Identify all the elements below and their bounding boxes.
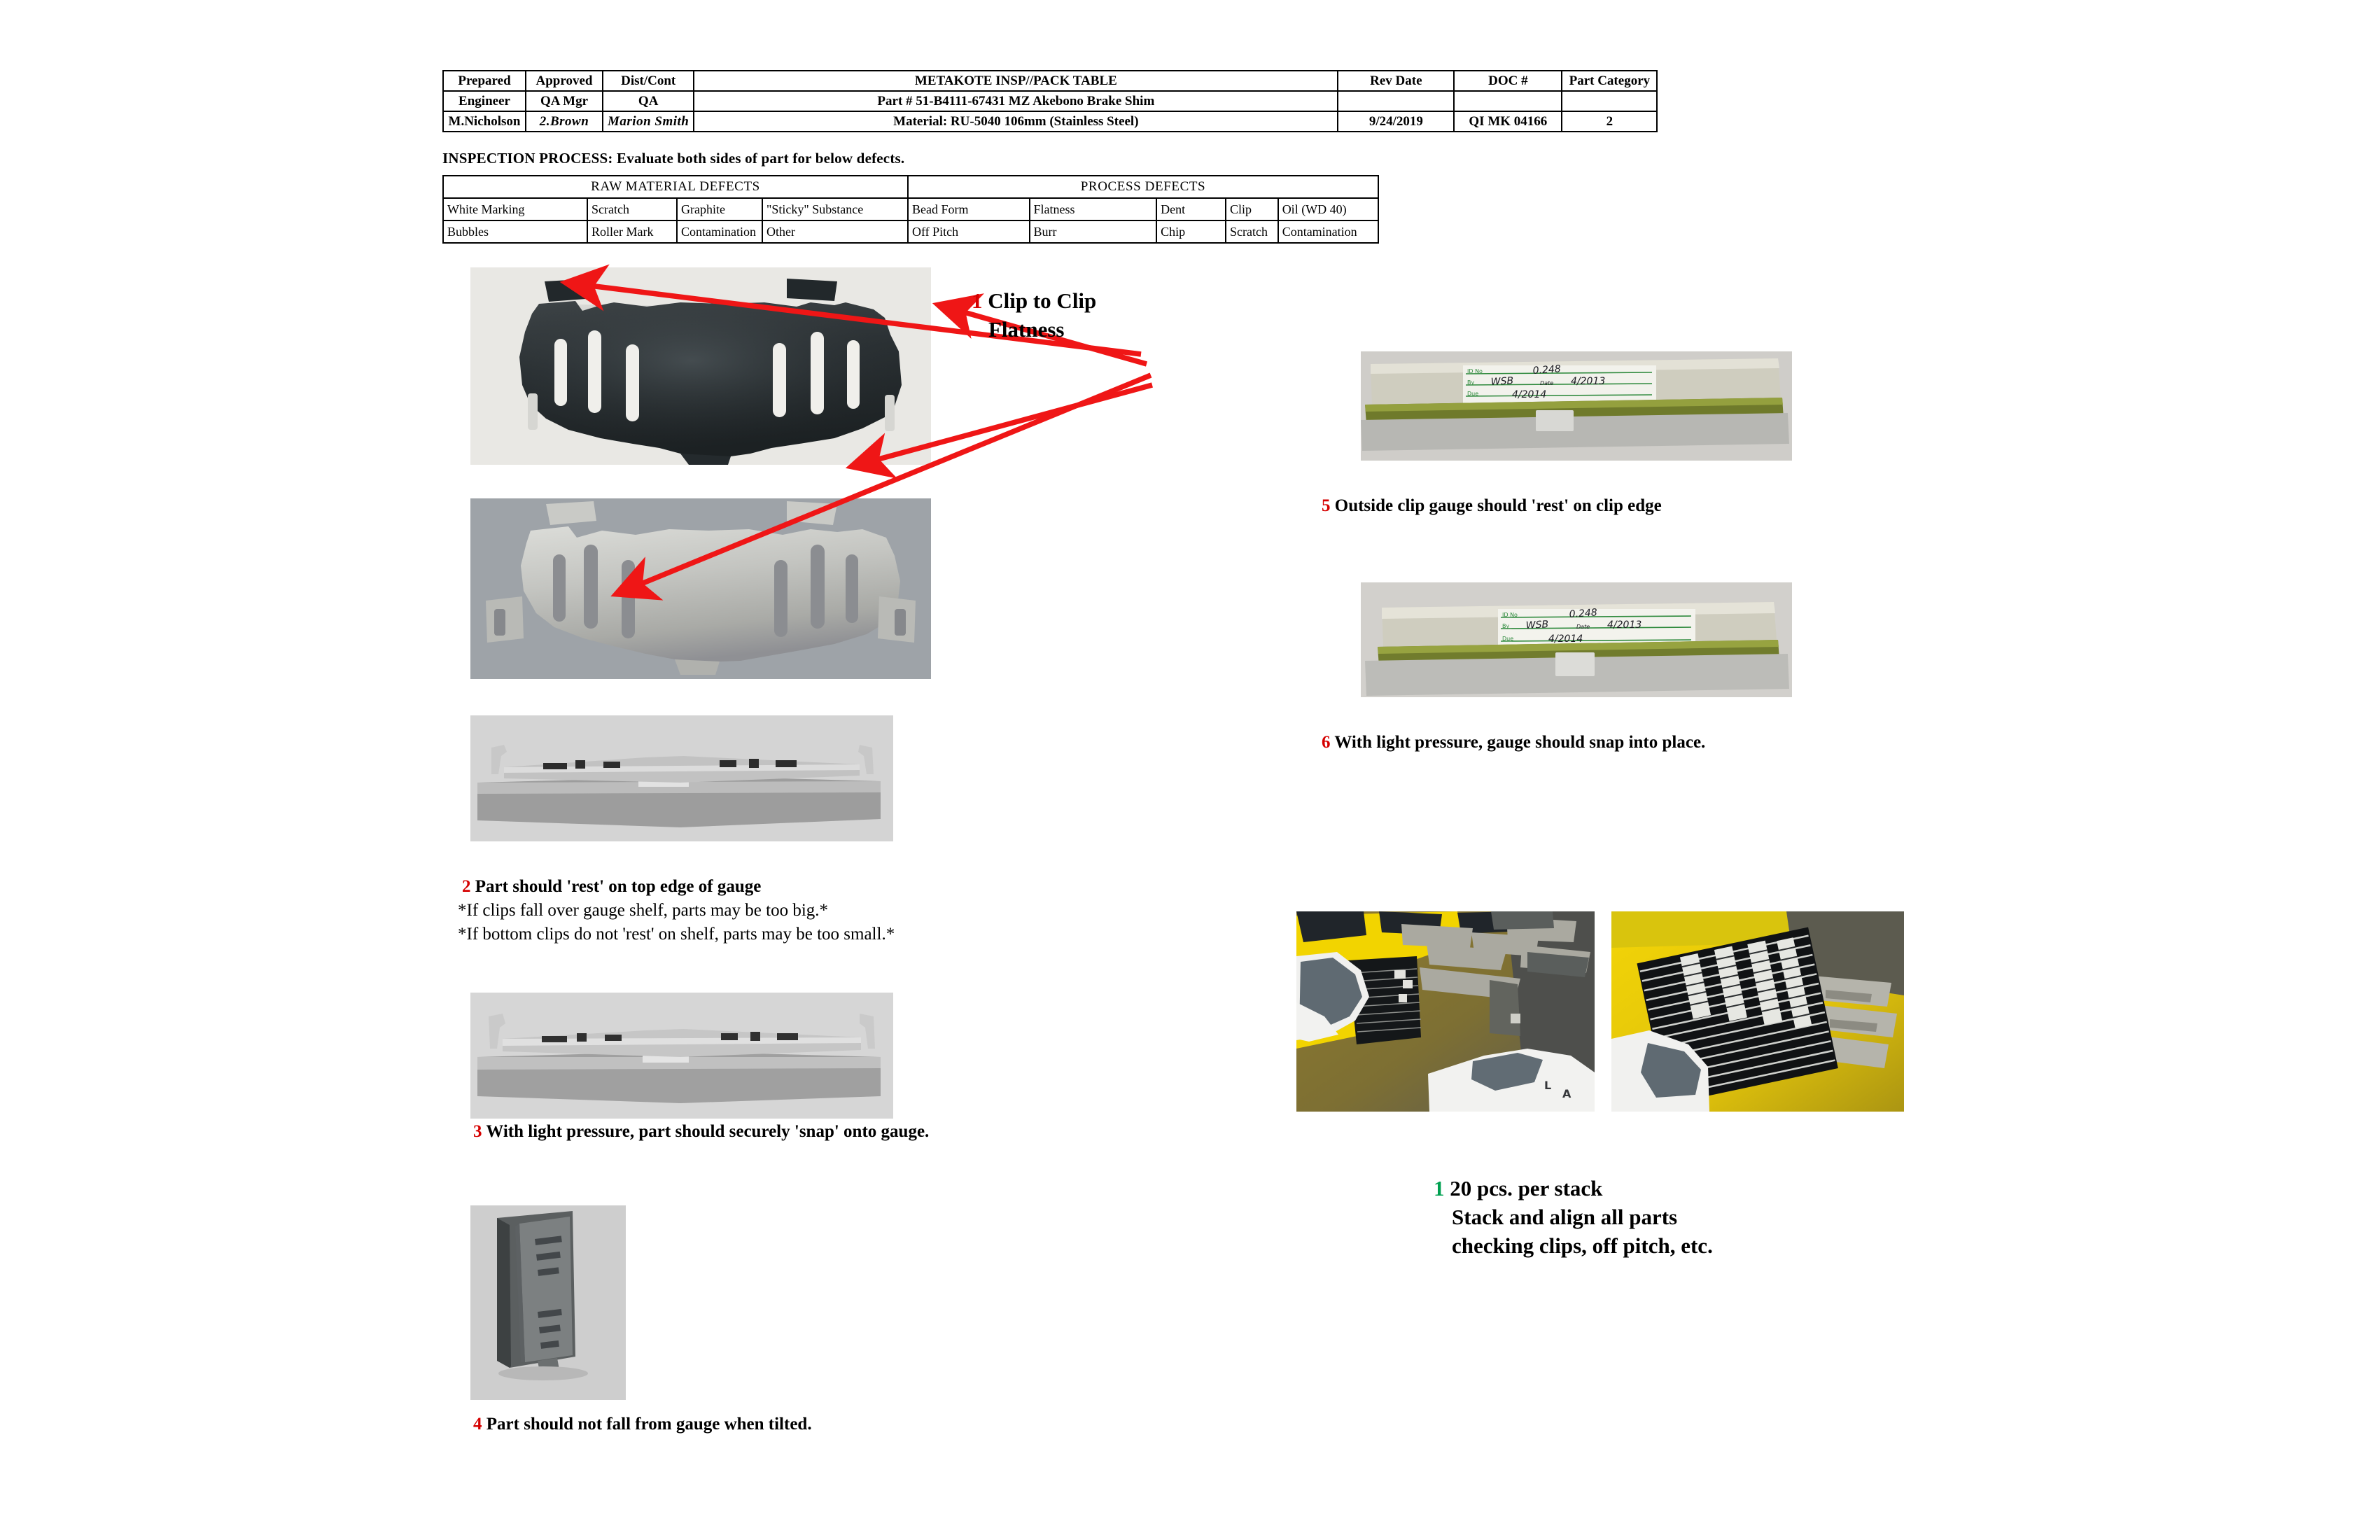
cell-rev-date-value: 9/24/2019 (1338, 111, 1454, 132)
defect-bead-form: Bead Form (908, 198, 1030, 220)
svg-text:L: L (1544, 1079, 1552, 1092)
photo-part-resting-on-gauge (470, 715, 893, 841)
caption-step-2-title: Part should 'rest' on top edge of gauge (475, 877, 762, 896)
caption-step-2 (458, 875, 895, 946)
header-table (442, 70, 1658, 132)
svg-text:Date: Date (1540, 380, 1554, 386)
defect-burr: Burr (1030, 220, 1157, 243)
svg-text:WSB: WSB (1490, 375, 1514, 388)
caption-step-6-number: 6 (1322, 733, 1331, 752)
svg-text:0.248: 0.248 (1532, 363, 1562, 377)
svg-text:Due: Due (1502, 636, 1514, 642)
defect-other: Other (762, 220, 908, 243)
defect-contamination-process: Contamination (1278, 220, 1378, 243)
svg-text:WSB: WSB (1525, 619, 1549, 631)
photo-silver-brake-shim-bottom (470, 498, 931, 679)
caption-step-3-text: With light pressure, part should securely 'snap' onto gauge. (486, 1122, 930, 1141)
cell-dist-cont-header: Dist/Cont (603, 71, 694, 91)
svg-text:4/2013: 4/2013 (1571, 376, 1606, 387)
inspection-process-line: INSPECTION PROCESS: Evaluate both sides of part for below defects. (442, 150, 905, 167)
cell-dist-cont-role: QA (603, 91, 694, 111)
svg-text:By: By (1467, 379, 1475, 386)
process-defects-header: PROCESS DEFECTS (908, 176, 1378, 198)
cell-approved-role: QA Mgr (526, 91, 603, 111)
caption-step-2-title-line (462, 875, 895, 899)
defect-roller-mark: Roller Mark (587, 220, 677, 243)
tilted-gauge-illustration (470, 1205, 626, 1400)
svg-text:Date: Date (1576, 624, 1590, 630)
defects-table (442, 175, 1379, 244)
clip-gauge-snapped-illustration (1361, 582, 1792, 697)
defect-scratch-process: Scratch (1226, 220, 1278, 243)
cell-part-category-value: 2 (1562, 111, 1657, 132)
caption-step-5 (1322, 494, 1662, 518)
caption-step-4-text: Part should not fall from gauge when tilted. (486, 1415, 812, 1434)
defects-row-1 (443, 198, 1378, 220)
hands-stacking-illustration (1296, 911, 1595, 1112)
caption-step-3 (473, 1120, 929, 1144)
caption-step-2-number: 2 (462, 877, 471, 896)
defect-bubbles: Bubbles (443, 220, 587, 243)
photo-stack-closeup (1611, 911, 1904, 1112)
cell-doc-number-blank (1454, 91, 1562, 111)
header-table-row-2 (443, 91, 1657, 111)
defect-scratch-raw: Scratch (587, 198, 677, 220)
caption-pack-step-1-line1: 20 pcs. per stack (1450, 1176, 1603, 1200)
svg-text:4/2014: 4/2014 (1512, 389, 1547, 400)
caption-pack-step-1-line3: checking clips, off pitch, etc. (1452, 1233, 1713, 1258)
cell-doc-number-header: DOC # (1454, 71, 1562, 91)
cell-prepared-role: Engineer (443, 91, 526, 111)
cell-prepared-name: M.Nicholson (443, 111, 526, 132)
svg-text:ID No: ID No (1502, 612, 1518, 618)
svg-text:ID No: ID No (1467, 368, 1483, 374)
raw-material-defects-header: RAW MATERIAL DEFECTS (443, 176, 908, 198)
defect-oil-wd40: Oil (WD 40) (1278, 198, 1378, 220)
cell-prepared-header: Prepared (443, 71, 526, 91)
caption-step-4 (473, 1413, 812, 1436)
photo-clip-gauge-resting (1361, 351, 1792, 461)
stack-closeup-illustration (1611, 911, 1904, 1112)
svg-text:By: By (1502, 623, 1510, 629)
svg-text:4/2013: 4/2013 (1607, 620, 1642, 631)
photo-part-on-gauge-tilted (470, 1205, 626, 1400)
cell-part-number: Part # 51-B4111-67431 MZ Akebono Brake Shim (694, 91, 1338, 111)
caption-step-6 (1322, 731, 1705, 755)
caption-step-2-note1: *If clips fall over gauge shelf, parts may be too big.* (458, 901, 829, 920)
caption-pack-step-1-line2: Stack and align all parts (1452, 1204, 1678, 1229)
gauge-rest-illustration (470, 715, 893, 841)
defect-off-pitch: Off Pitch (908, 220, 1030, 243)
defect-sticky-substance: "Sticky" Substance (762, 198, 908, 220)
caption-step-6-text: With light pressure, gauge should snap into place. (1334, 733, 1706, 752)
defect-flatness: Flatness (1030, 198, 1157, 220)
cell-material: Material: RU-5040 106mm (Stainless Steel) (694, 111, 1338, 132)
cell-part-category-header: Part Category (1562, 71, 1657, 91)
svg-text:4/2014: 4/2014 (1548, 634, 1583, 645)
cell-part-category-blank (1562, 91, 1657, 111)
cell-rev-date-blank (1338, 91, 1454, 111)
defect-graphite: Graphite (677, 198, 762, 220)
photo-black-brake-shim-top (470, 267, 931, 465)
caption-step-4-number: 4 (473, 1415, 482, 1434)
header-table-row-1 (443, 71, 1657, 91)
defects-group-header-row (443, 176, 1378, 198)
caption-pack-step-1 (1434, 1175, 1713, 1261)
defect-contamination-raw: Contamination (677, 220, 762, 243)
caption-step-1-line1: Clip to Clip (988, 288, 1097, 313)
black-shim-illustration (470, 267, 931, 465)
cell-doc-number-value: QI MK 04166 (1454, 111, 1562, 132)
svg-text:A: A (1562, 1087, 1572, 1100)
defect-clip: Clip (1226, 198, 1278, 220)
defects-row-2 (443, 220, 1378, 243)
cell-approved-header: Approved (526, 71, 603, 91)
header-table-row-3 (443, 111, 1657, 132)
caption-step-5-number: 5 (1322, 496, 1331, 515)
cell-rev-date-header: Rev Date (1338, 71, 1454, 91)
defect-chip: Chip (1156, 220, 1226, 243)
photo-part-snapped-on-gauge (470, 993, 893, 1119)
caption-step-5-text: Outside clip gauge should 'rest' on clip edge (1334, 496, 1662, 515)
svg-text:Due: Due (1467, 391, 1479, 397)
svg-text:0.248: 0.248 (1569, 607, 1598, 620)
gauge-snap-illustration (470, 993, 893, 1119)
caption-step-1-number: 1 (972, 288, 983, 313)
photo-clip-gauge-snapped (1361, 582, 1792, 697)
caption-step-1 (972, 287, 1096, 344)
photo-gloved-hands-stacking (1296, 911, 1595, 1112)
caption-step-3-number: 3 (473, 1122, 482, 1141)
clip-gauge-rest-illustration (1361, 351, 1792, 461)
caption-step-2-note2: *If bottom clips do not 'rest' on shelf, parts may be too small.* (458, 925, 895, 944)
cell-dist-cont-signature: Marion Smith (603, 111, 694, 132)
cell-document-title: METAKOTE INSP//PACK TABLE (694, 71, 1338, 91)
defect-dent: Dent (1156, 198, 1226, 220)
caption-pack-step-1-number: 1 (1434, 1176, 1445, 1200)
cell-approved-signature: 2.Brown (526, 111, 603, 132)
defect-white-marking: White Marking (443, 198, 587, 220)
caption-step-1-line2: Flatness (988, 316, 1065, 342)
silver-shim-illustration (470, 498, 931, 679)
